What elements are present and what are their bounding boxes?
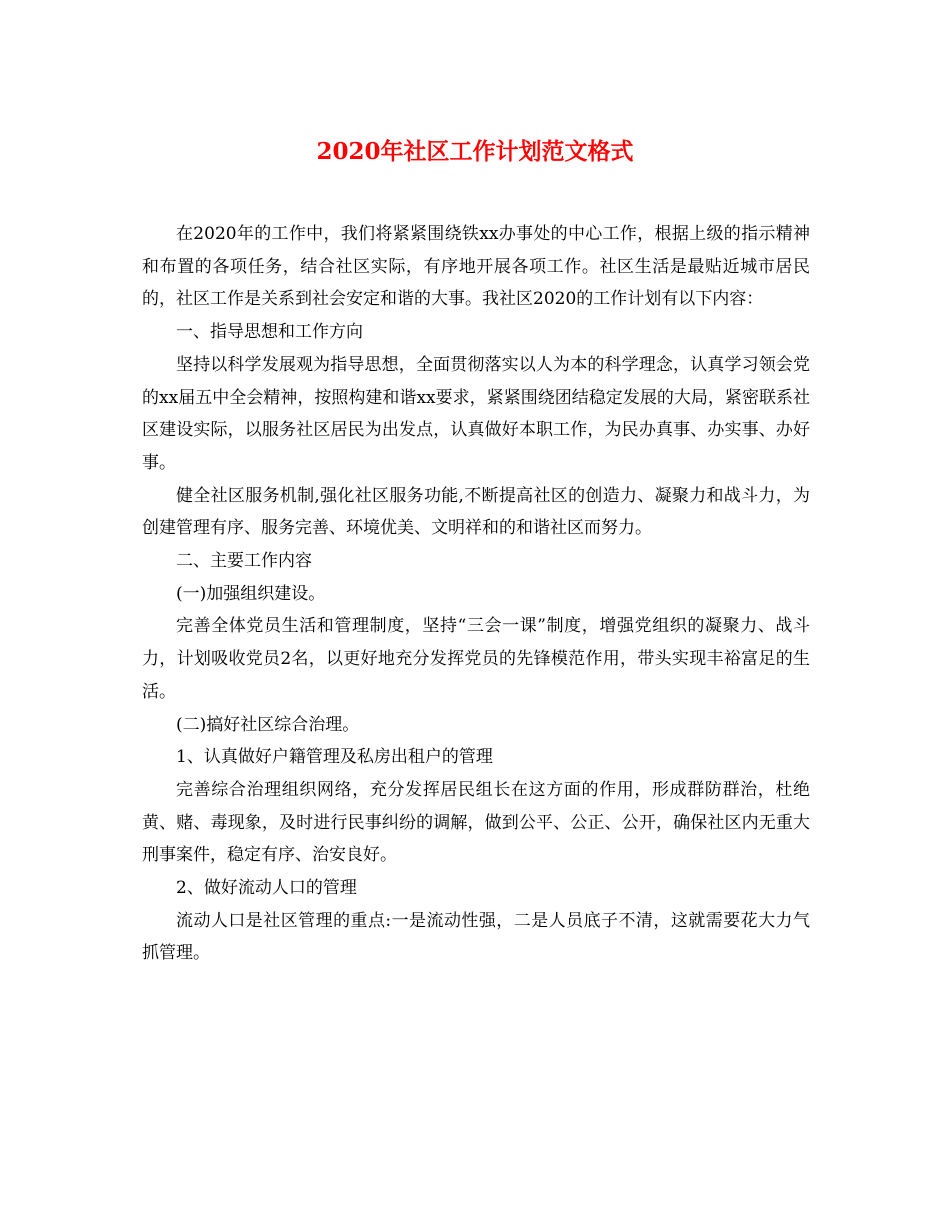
subsection-heading-organization: (一)加强组织建设。: [176, 583, 326, 604]
subsection-heading-governance: (二)搞好社区综合治理。: [176, 714, 360, 735]
document-title: 2020年社区工作计划范文格式: [316, 138, 634, 165]
paragraph-service-mechanism: 健全社区服务机制,强化社区服务功能,不断提高社区的创造力、凝聚力和战斗力，为创建管理有序、服务完善、环境优美、文明祥和的和谐社区而努力。: [142, 485, 810, 539]
paragraph-household-registration: 完善综合治理组织网络，充分发挥居民组长在这方面的作用，形成群防群治，杜绝黄、赌、毒现象，及时进行民事纠纷的调解，做到公平、公正、公开，确保社区内无重大刑事案件，稳定有序、治安良好。: [142, 779, 810, 866]
item-heading-household-registration: 1、认真做好户籍管理及私房出租户的管理: [176, 747, 493, 768]
paragraph-floating-population: 流动人口是社区管理的重点:一是流动性强，二是人员底子不清，这就需要花大力气抓管理。: [142, 910, 810, 964]
section-heading-guiding-thought: 一、指导思想和工作方向: [176, 322, 363, 343]
paragraph-intro: 在2020年的工作中，我们将紧紧围绕铁xx办事处的中心工作，根据上级的指示精神和布置的各项任务，结合社区实际，有序地开展各项工作。社区生活是最贴近城市居民的，社区工作是关系到社会安定和谐的大事。我社区2020的工作计划有以下内容：: [142, 224, 810, 310]
paragraph-organization: 完善全体党员生活和管理制度，坚持“三会一课”制度，增强党组织的凝聚力、战斗力，计划吸收党员2名，以更好地充分发挥党员的先锋模范作用，带头实现丰裕富足的生活。: [142, 616, 810, 702]
section-heading-main-work: 二、主要工作内容: [176, 551, 312, 572]
item-heading-floating-population: 2、做好流动人口的管理: [176, 878, 357, 899]
document-body: [142, 218, 810, 970]
paragraph-guiding-thought: 坚持以科学发展观为指导思想，全面贯彻落实以人为本的科学理念，认真学习领会党的xx届五中全会精神，按照构建和谐xx要求，紧紧围绕团结稳定发展的大局，紧密联系社区建设实际，以服务社区居民为出发点，认真做好本职工作，为民办真事、办实事、办好事。: [142, 354, 810, 473]
